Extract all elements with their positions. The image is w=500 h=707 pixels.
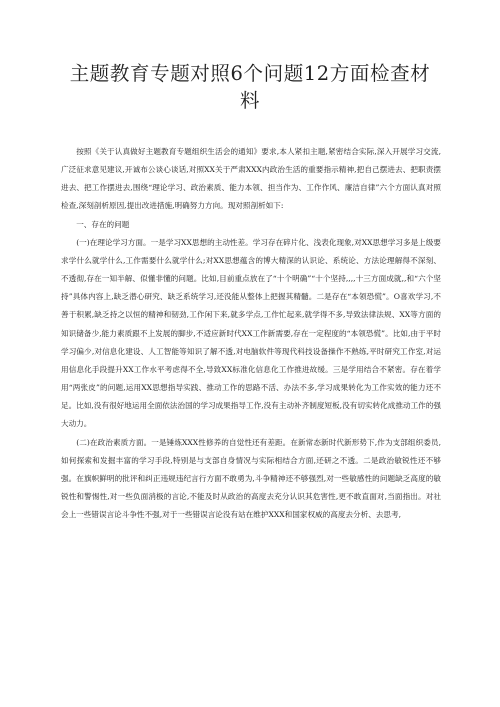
theory-study-paragraph: (一)在理论学习方面。一是学习XX思想的主动性差。学习存在碎片化、浅表化现象,对XX思想学习多是上级要求学什么就学什么,工作需要什么就学什么;对XX思想蕴含的博大精深的认识论、系统论、方法论理解得不深刻、不透彻,存在一知半解、似懂非懂的问题。比如,目前重点放在了“十个明确”“十个坚持,,,,十三方面成就,,和“六个坚持”具体内容上,缺乏潜心研究、缺乏系统学习,还没能从整体上把握其精髓。二是存在“本领恐慌”。O喜欢学习,不善于积累,缺乏持之以恒的精神和韧劲,工作闲下来,就多学点,工作忙起来,就学得不多,导致法律法规、XX等方面的知识储备少,能力素质跟不上发展的脚步,不适应新时代XX工作新需要,存在一定程度的“本领恐慌”。比如,由于平时学习偏少,对信息化建设、人工智能等知识了解不透,对电脑软件等现代科技设备操作不熟练,平时研究工作室,对运用信息化手段提升XX工作水平考虑得不全,导致XX标准化信息化工作推进故缓。三是学用结合不紧密。存在着学用“两张皮”的问题,运用XX思想指导实践、推动工作的思路不活、办法不多,学习成果转化为工作实效的能力还不足。比如,没有很好地运用全面依法治国的学习成果指导工作,没有主动补齐制度短板,没有切实转化成推动工作的强大动力。 xyxy=(61,237,441,429)
document-title: 主题教育专题对照6个问题12方面检查材料 xyxy=(69,62,431,112)
intro-paragraph: 按照《关于认真做好主题教育专题组织生活会的通知》要求,本人紧扣主题,紧密结合实际,深入开展学习交流,广泛征求意见建议,开诚布公谈心谈话,对照XX关于严肃XXX内政治生活的重要指示精神,把自己摆进去、把职责摆进去、把工作摆进去,围绕“理论学习、政治素质、能力本领、担当作为、工作作风、廉洁自律”六个方面认真对照检查,深刻剖析原因,提出改进措施,明确努力方向。现对照剖析如下: xyxy=(61,147,441,211)
political-quality-paragraph: (二)在政治素质方面。一是锤炼XXX性修养的自觉性还有差距。在新常态新时代新形势下,作为支部组织委员,如何探索和发掘丰富的学习手段,特别是与支部自身情况与实际相结合方面,还研之不透。二是政治敏锐性还不够强。在旗帜鲜明的批评和纠正违规违纪言行方面不敢勇为,斗争精神还不够强烈,对一些敏感性的问题缺乏高度的敏锐性和警惕性,对一些负面消极的言论,不能及时从政治的高度去充分认识其危害性,更不敢直面对,当面指出。对社会上一些错误言论斗争性不强,对于一些错误言论没有站在维护XXX和国家权威的高度去分析、去思考, xyxy=(61,437,441,520)
document-body xyxy=(61,143,441,524)
section-heading: 一、存在的问题 xyxy=(76,219,130,229)
